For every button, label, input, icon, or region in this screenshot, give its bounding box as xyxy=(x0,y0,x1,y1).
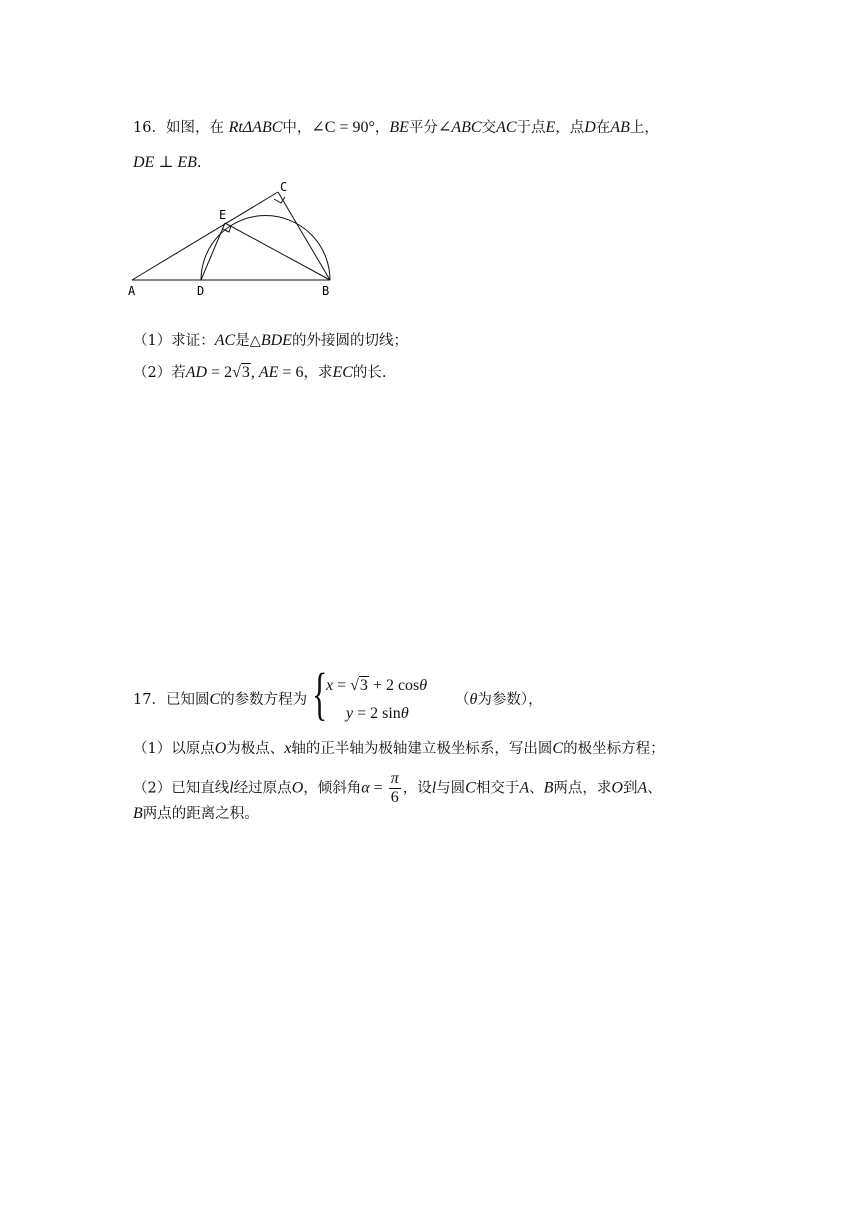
text: EC xyxy=(332,364,353,381)
label-e: E xyxy=(219,208,227,222)
text: α xyxy=(361,779,370,797)
text: 轴的正半轴为极轴建立极坐标系，写出圆 xyxy=(291,741,553,757)
text: （1）求证： xyxy=(133,333,215,349)
text: 是△ xyxy=(235,333,261,349)
text: O xyxy=(291,779,304,797)
text: π xyxy=(390,770,399,787)
text: A xyxy=(637,779,648,797)
text: = 2 sin xyxy=(353,705,401,722)
q17-part2-cont xyxy=(133,804,259,824)
text: 上， xyxy=(629,120,659,136)
text: 两点的距离之积。 xyxy=(142,806,259,822)
system-line-x xyxy=(326,677,427,695)
text: = 2 xyxy=(207,364,233,381)
text: 的极坐标方程； xyxy=(563,741,665,757)
text: 相交于 xyxy=(475,780,520,797)
q16-statement-line1 xyxy=(133,118,659,138)
text: （2）已知直线 xyxy=(133,780,230,797)
text: 已知圆 xyxy=(165,692,210,708)
text: 两点，求 xyxy=(553,780,612,797)
geometry-figure xyxy=(120,175,350,300)
q16-part2 xyxy=(133,363,387,383)
system-brace: { xyxy=(312,661,328,726)
text: y xyxy=(346,705,354,722)
math-rt-abc: RtΔABC xyxy=(228,119,283,136)
math-d: D xyxy=(584,119,596,136)
math-e: E xyxy=(545,119,556,136)
text: 的长. xyxy=(352,365,387,381)
text: = 6 xyxy=(278,364,304,381)
q16-part1 xyxy=(133,331,408,351)
text: θ xyxy=(419,677,428,694)
text: = xyxy=(333,677,351,694)
q16-statement-line2 xyxy=(133,153,202,173)
label-a: A xyxy=(128,284,136,298)
math-ac: AC xyxy=(496,119,517,136)
text: ，点 xyxy=(555,120,585,136)
text: （ xyxy=(455,692,470,708)
text: 交 xyxy=(481,120,497,136)
text: l xyxy=(431,779,437,797)
text: B xyxy=(133,805,143,822)
text: BDE xyxy=(260,332,292,349)
text: 、 xyxy=(529,780,544,797)
text: （2）若 xyxy=(133,365,186,381)
label-d: D xyxy=(197,284,205,298)
sqrt-sign: √ xyxy=(350,677,359,694)
sqrt-sign: √ xyxy=(232,364,241,381)
text: C xyxy=(465,779,476,797)
text: 于点 xyxy=(516,120,546,136)
text: AC xyxy=(214,332,236,349)
text: 如图，在 xyxy=(165,120,224,136)
text: 为极点、 xyxy=(226,741,285,757)
text: = xyxy=(369,779,387,797)
q16-number: 16． xyxy=(133,120,166,136)
fraction-pi-over-6 xyxy=(389,770,401,807)
text: O xyxy=(611,779,623,797)
text: 、 xyxy=(647,780,662,797)
text: θ xyxy=(400,705,409,722)
right-angle-mark-e xyxy=(223,226,231,232)
right-angle-mark-c xyxy=(274,197,285,203)
text: ，求 xyxy=(303,365,333,381)
text: 的参数方程为 xyxy=(220,692,308,708)
text: AD xyxy=(185,364,208,381)
text: 的外接圆的切线； xyxy=(291,333,408,349)
text: x xyxy=(284,740,292,757)
q17-statement xyxy=(133,690,307,710)
label-b: B xyxy=(322,284,330,298)
text: A xyxy=(519,779,530,797)
math-angle-abc: ∠ABC xyxy=(437,119,482,136)
segment-eb xyxy=(225,223,330,280)
q17-number: 17． xyxy=(133,692,166,708)
text: 平分 xyxy=(408,120,438,136)
segment-ac xyxy=(132,192,278,280)
math-be: BE xyxy=(389,119,409,136)
text: 经过原点 xyxy=(233,780,292,797)
q17-part1 xyxy=(133,739,665,759)
text: x xyxy=(326,677,334,694)
q17-part2 xyxy=(133,770,662,807)
math-de-perp-eb: DE ⊥ EB xyxy=(133,154,197,171)
text: O xyxy=(214,740,227,757)
text: l xyxy=(229,779,234,797)
segment-cb xyxy=(278,192,330,280)
text: B xyxy=(543,779,554,797)
text: C xyxy=(209,691,221,708)
system-line-y xyxy=(346,705,409,723)
text: 与圆 xyxy=(436,780,466,797)
text: ，设 xyxy=(402,780,432,797)
q17-param-note xyxy=(455,690,543,710)
text: , xyxy=(250,364,259,381)
text: 在 xyxy=(595,120,611,136)
text: （1）以原点 xyxy=(133,741,215,757)
label-c: C xyxy=(280,180,288,194)
text: θ xyxy=(469,691,478,708)
text: . xyxy=(196,155,202,171)
text: + 2 cos xyxy=(368,677,420,694)
text: ， xyxy=(374,120,390,136)
math-ab: AB xyxy=(610,119,630,136)
text: 3 xyxy=(241,364,250,381)
text: 为参数）， xyxy=(477,692,543,708)
text: 中， xyxy=(282,120,312,136)
text: ，倾斜角 xyxy=(303,780,362,797)
text: AE xyxy=(258,364,279,381)
text: 到 xyxy=(622,780,638,797)
text: 6 xyxy=(390,789,399,806)
text: C xyxy=(552,740,564,757)
math-angle-c: ∠C = 90° xyxy=(311,119,375,136)
text: 3 xyxy=(359,677,368,694)
